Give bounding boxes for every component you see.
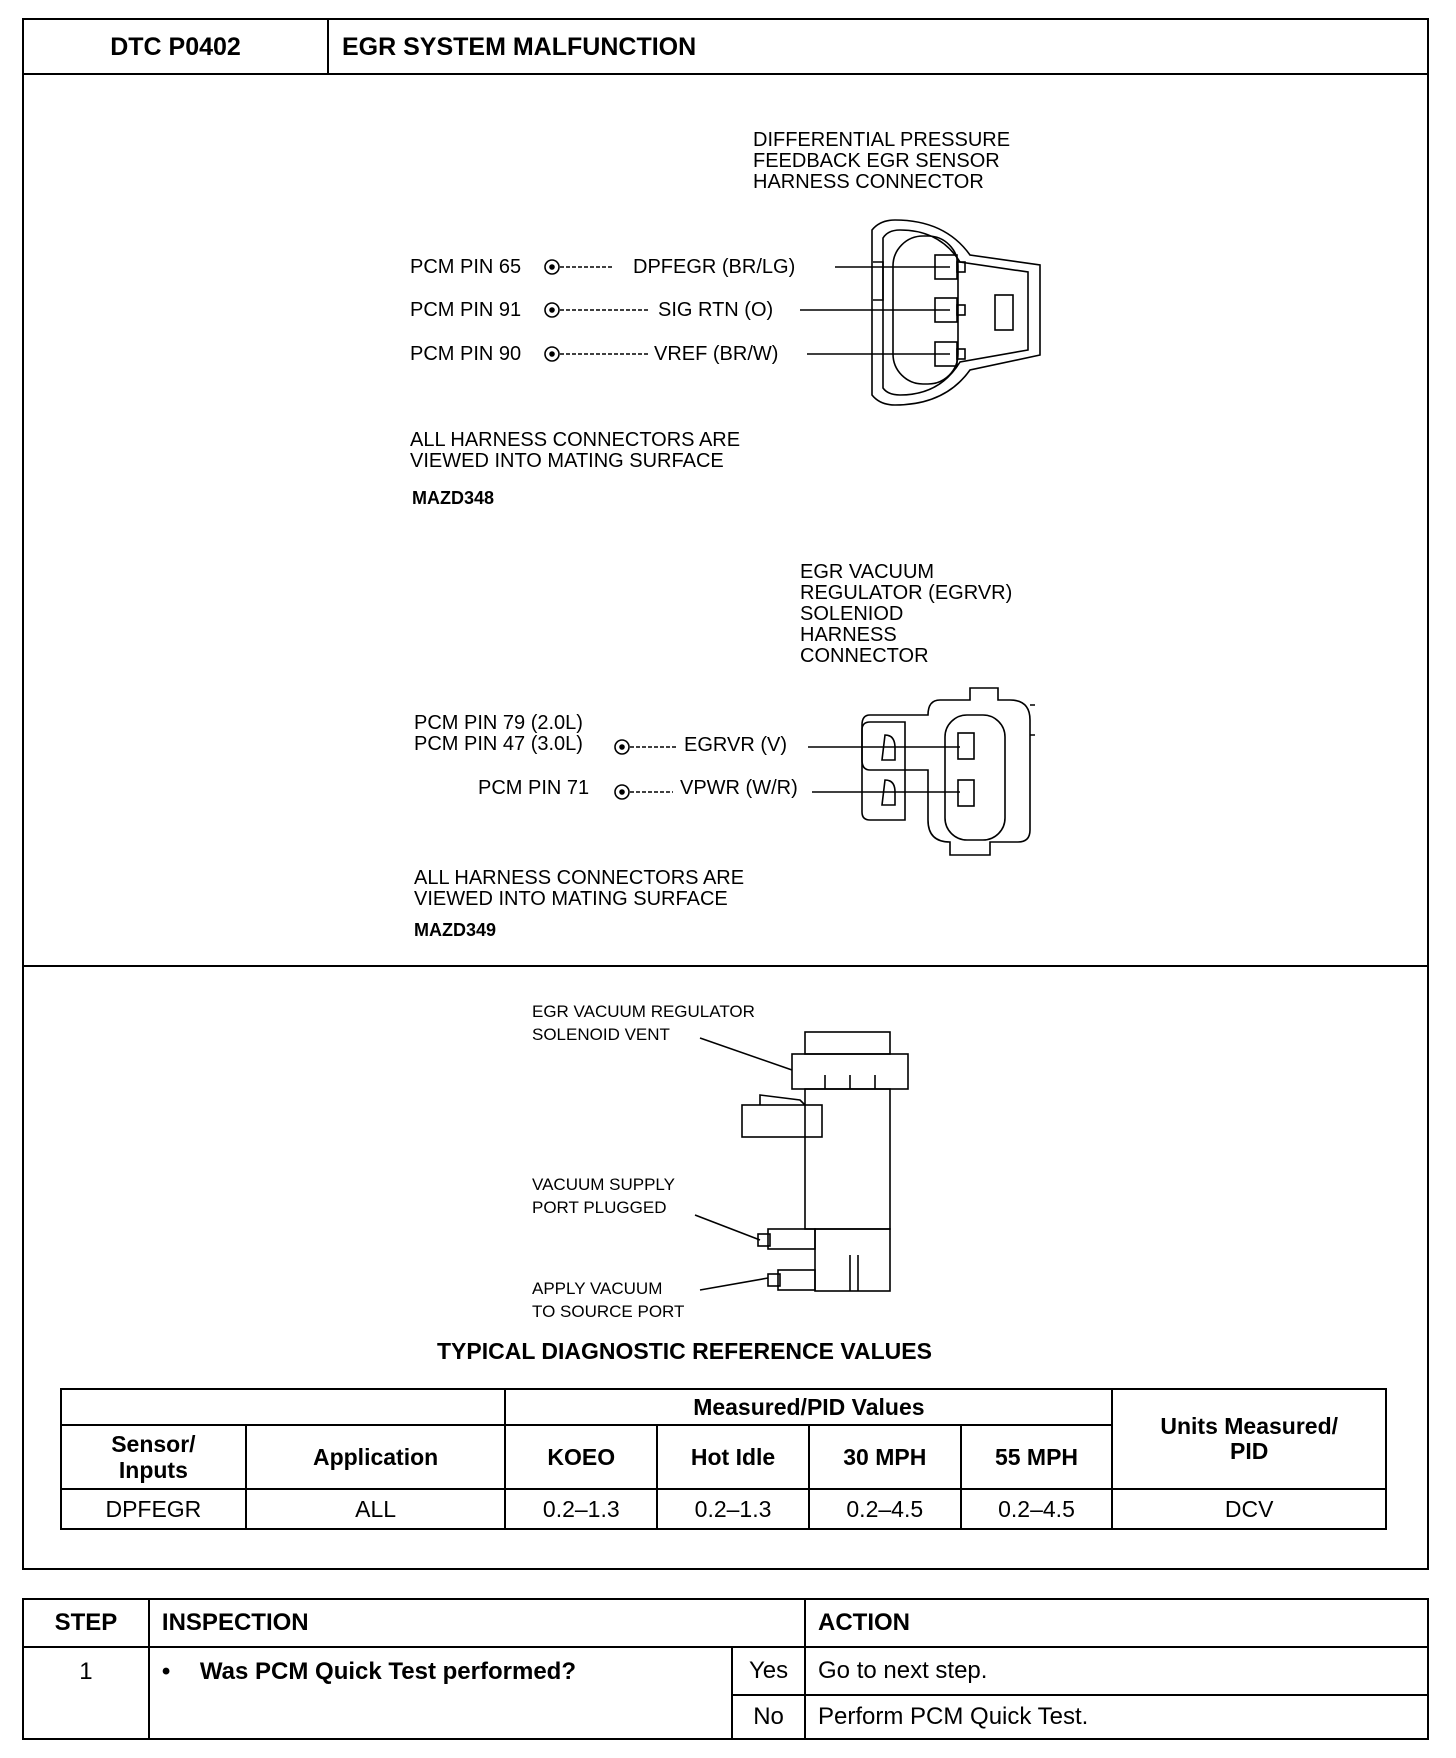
supply-label: VACUUM SUPPLY PORT PLUGGED — [532, 1175, 675, 1217]
ref-col-koeo: KOEO — [505, 1425, 657, 1489]
vent-label: EGR VACUUM REGULATOR SOLENOID VENT — [532, 1002, 755, 1044]
signal-dpfegr: DPFEGR (BR/LG) — [633, 256, 796, 278]
dtc-code-text: DTC P0402 — [110, 32, 241, 61]
ref-cell: 0.2–4.5 — [809, 1489, 961, 1529]
table-row — [61, 1489, 1386, 1529]
step-question — [149, 1647, 732, 1739]
bullet: • — [161, 1658, 171, 1685]
ref-empty-cell — [61, 1389, 505, 1425]
ref-cell: ALL — [246, 1489, 506, 1529]
signal-egrvr: EGRVR (V) — [684, 734, 787, 756]
ref-group-header: Measured/PID Values — [505, 1389, 1112, 1425]
ref-col-sensor: Sensor/ Inputs — [61, 1425, 246, 1489]
col-step: STEP — [23, 1599, 149, 1647]
answer-no: No — [732, 1695, 805, 1739]
ref-cell: DCV — [1112, 1489, 1386, 1529]
dpfe-connector-icon — [872, 220, 1040, 405]
apply-label: APPLY VACUUM TO SOURCE PORT — [532, 1279, 685, 1321]
signal-vref: VREF (BR/W) — [654, 343, 779, 365]
pcm-pin-71: PCM PIN 71 — [478, 777, 590, 799]
figure-id-2: MAZD349 — [414, 920, 497, 940]
egrvr-connector-icon — [862, 688, 1035, 855]
pin-terminal-icon — [545, 260, 559, 361]
pcm-pin-79-47: PCM PIN 79 (2.0L) PCM PIN 47 (3.0L) — [414, 712, 583, 755]
egrvr-connector-label: EGR VACUUM REGULATOR (EGRVR) SOLENIOD HARNESS CONNECTOR — [800, 561, 1013, 667]
mating-surface-note-1: ALL HARNESS CONNECTORS ARE VIEWED INTO MATING SURFACE — [410, 429, 741, 472]
col-action: ACTION — [805, 1599, 1428, 1647]
pcm-pin-91: PCM PIN 91 — [410, 299, 522, 321]
pin-terminal-icon — [615, 740, 629, 799]
ref-cell: 0.2–1.3 — [657, 1489, 809, 1529]
mating-surface-note-2: ALL HARNESS CONNECTORS ARE VIEWED INTO MATING SURFACE — [414, 867, 745, 910]
ref-col-30mph: 30 MPH — [809, 1425, 961, 1489]
pcm-pin-65: PCM PIN 65 — [410, 256, 522, 278]
action-yes: Go to next step. — [805, 1647, 1428, 1695]
ref-cell: DPFEGR — [61, 1489, 246, 1529]
table-row — [23, 1647, 1428, 1695]
answer-yes: Yes — [732, 1647, 805, 1695]
ref-cell: 0.2–4.5 — [961, 1489, 1113, 1529]
pcm-pin-90: PCM PIN 90 — [410, 343, 522, 365]
col-inspection: INSPECTION — [149, 1599, 805, 1647]
ref-col-units: Units Measured/ PID — [1112, 1389, 1386, 1489]
signal-sig-rtn: SIG RTN (O) — [658, 299, 774, 321]
action-no: Perform PCM Quick Test. — [805, 1695, 1428, 1739]
reference-table — [60, 1388, 1387, 1530]
question-text: Was PCM Quick Test performed? — [199, 1658, 576, 1685]
steps-table — [22, 1598, 1429, 1740]
ref-col-application: Application — [246, 1425, 506, 1489]
ref-cell: 0.2–1.3 — [505, 1489, 657, 1529]
dtc-title-text: EGR SYSTEM MALFUNCTION — [342, 32, 697, 61]
ref-col-55mph: 55 MPH — [961, 1425, 1113, 1489]
egr-solenoid-icon — [742, 1032, 908, 1291]
step-number: 1 — [23, 1647, 149, 1739]
reference-table-title: TYPICAL DIAGNOSTIC REFERENCE VALUES — [437, 1338, 932, 1364]
figure-id-1: MAZD348 — [412, 488, 495, 508]
dpfe-connector-label: DIFFERENTIAL PRESSURE FEEDBACK EGR SENSOR HARNESS CONNECTOR — [753, 129, 1011, 193]
ref-col-hot-idle: Hot Idle — [657, 1425, 809, 1489]
signal-vpwr: VPWR (W/R) — [680, 777, 798, 799]
